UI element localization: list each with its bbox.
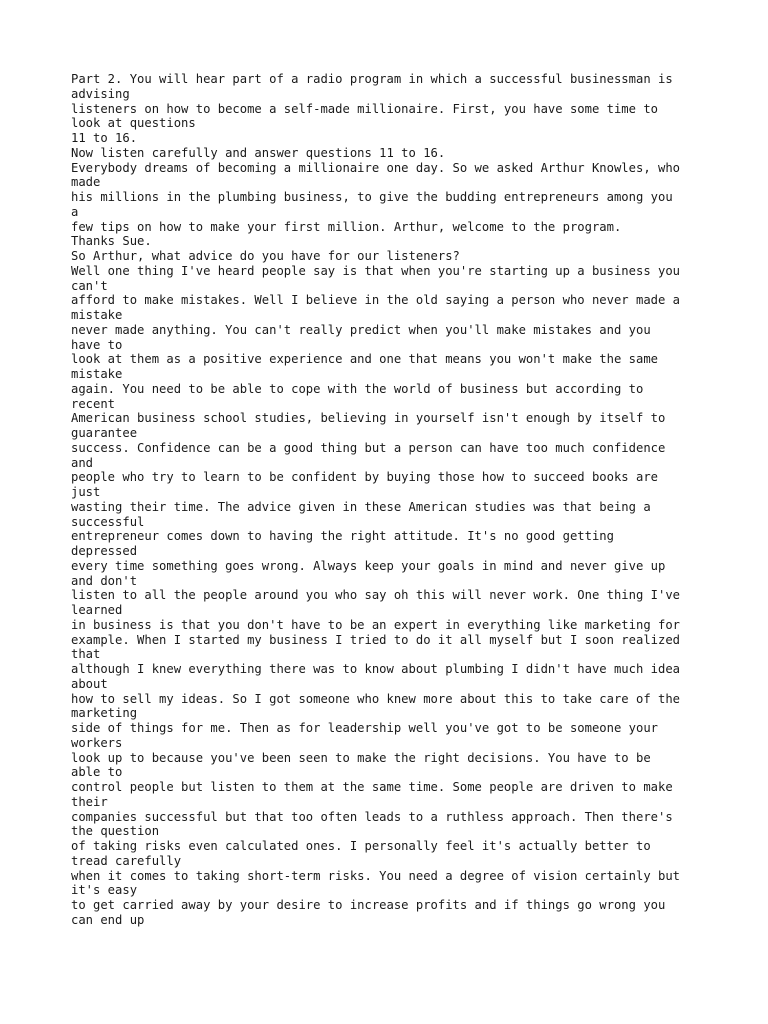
- text-line: Well one thing I've heard people say is that when you're starting up a business you: [71, 263, 681, 278]
- text-line: that: [71, 647, 101, 662]
- text-line: example. When I started my business I tried to do it all myself but I soon realized: [71, 632, 681, 647]
- text-line: mistake: [71, 308, 123, 322]
- text-line: tread carefully: [71, 853, 182, 868]
- text-line: depressed: [71, 544, 138, 558]
- text-line: to get carried away by your desire to increase profits and if things go wrong you: [71, 898, 666, 912]
- text-line: 11 to 16.: [71, 131, 138, 145]
- text-line: can't: [71, 278, 108, 293]
- text-line: in business is that you don't have to be an expert in everything like marketing for: [71, 617, 681, 632]
- text-line: guarantee: [71, 426, 138, 440]
- text-line: success. Confidence can be a good thing but a person can have too much confidence: [71, 440, 666, 455]
- text-line: Part 2. You will hear part of a radio program in which a successful businessman is: [71, 72, 673, 86]
- transcript-text: [71, 72, 761, 928]
- text-line: people who try to learn to be confident by buying those how to succeed books are: [71, 470, 658, 485]
- text-line: how to sell my ideas. So I got someone who knew more about this to take care of the: [71, 691, 681, 706]
- text-line: look at them as a positive experience and one that means you won't make the same: [71, 352, 658, 367]
- text-line: mistake: [71, 367, 123, 381]
- text-line: listen to all the people around you who say oh this will never work. One thing I've: [71, 588, 681, 603]
- text-line: again. You need to be able to cope with the world of business but according to: [71, 381, 644, 396]
- text-line: a: [71, 204, 79, 219]
- text-line: few tips on how to make your first million. Arthur, welcome to the program.: [71, 219, 622, 234]
- text-line: never made anything. You can't really predict when you'll make mistakes and you: [71, 322, 651, 337]
- text-line: Now listen carefully and answer questions 11 to 16.: [71, 145, 446, 160]
- text-line: recent: [71, 396, 116, 411]
- text-line: advising: [71, 86, 130, 101]
- text-line: about: [71, 676, 108, 691]
- text-line: Everybody dreams of becoming a millionaire one day. So we asked Arthur Knowles, who: [71, 160, 681, 175]
- text-line: look at questions: [71, 116, 196, 131]
- text-line: companies successful but that too often leads to a ruthless approach. Then there's: [71, 809, 673, 824]
- text-line: workers: [71, 735, 123, 750]
- text-line: afford to make mistakes. Well I believe in the old saying a person who never made a: [71, 293, 681, 308]
- text-line: control people but listen to them at the same time. Some people are driven to make: [71, 780, 673, 794]
- text-line: able to: [71, 765, 123, 780]
- text-line: and don't: [71, 573, 138, 588]
- text-line: can end up: [71, 912, 145, 927]
- text-line: Thanks Sue.: [71, 234, 152, 249]
- text-line: although I knew everything there was to know about plumbing I didn't have much idea: [71, 662, 681, 676]
- text-line: look up to because you've been seen to make the right decisions. You have to be: [71, 750, 651, 765]
- text-line: listeners on how to become a self-made millionaire. First, you have some time to: [71, 101, 658, 116]
- text-line: entrepreneur comes down to having the right attitude. It's no good getting: [71, 529, 614, 544]
- text-line: wasting their time. The advice given in these American studies was that being a: [71, 499, 651, 514]
- text-line: American business school studies, believing in yourself isn't enough by itself to: [71, 411, 666, 426]
- text-line: it's easy: [71, 883, 138, 898]
- text-line: have to: [71, 337, 123, 352]
- text-line: marketing: [71, 706, 138, 721]
- text-line: So Arthur, what advice do you have for our listeners?: [71, 249, 460, 263]
- text-line: their: [71, 794, 108, 809]
- text-line: his millions in the plumbing business, to give the budding entrepreneurs among you: [71, 190, 673, 204]
- text-line: the question: [71, 824, 160, 839]
- text-line: side of things for me. Then as for leadership well you've got to be someone your: [71, 721, 658, 735]
- text-line: of taking risks even calculated ones. I personally feel it's actually better to: [71, 839, 651, 853]
- text-line: when it comes to taking short-term risks. You need a degree of vision certainly but: [71, 868, 681, 883]
- text-line: just: [71, 485, 101, 499]
- text-line: made: [71, 175, 101, 190]
- text-line: and: [71, 455, 94, 470]
- text-line: learned: [71, 603, 123, 617]
- text-line: successful: [71, 514, 145, 529]
- text-line: every time something goes wrong. Always keep your goals in mind and never give up: [71, 558, 666, 573]
